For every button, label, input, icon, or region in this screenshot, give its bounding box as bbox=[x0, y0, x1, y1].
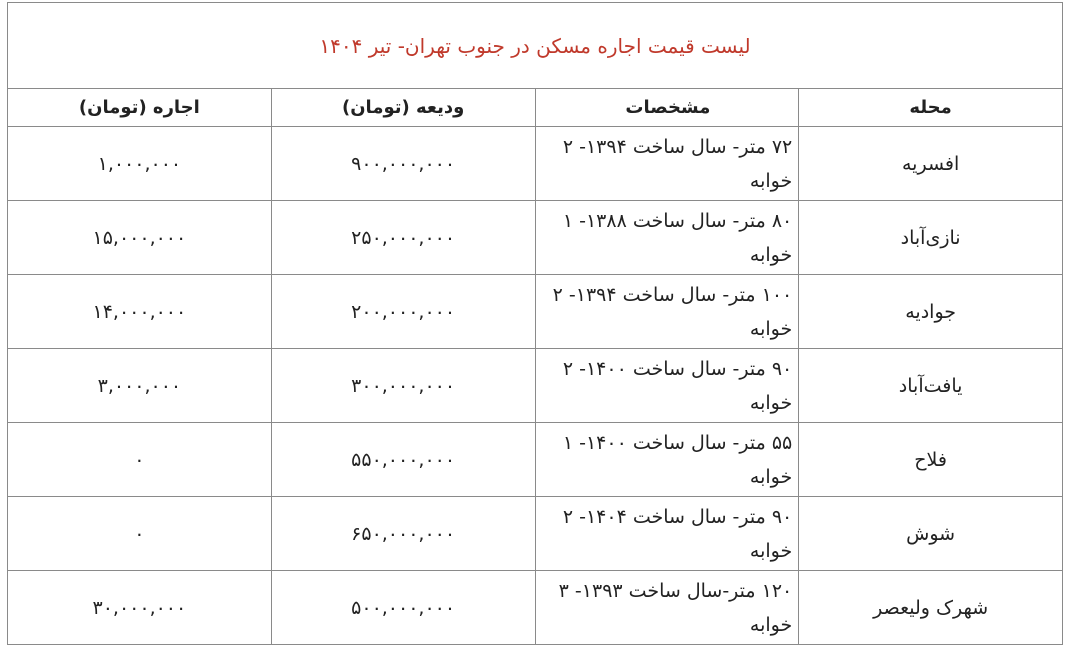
cell-rent: ۱,۰۰۰,۰۰۰ bbox=[8, 127, 272, 201]
rent-price-table bbox=[7, 2, 1063, 645]
header-area: محله bbox=[799, 89, 1063, 127]
table-row bbox=[8, 571, 1063, 645]
header-row bbox=[8, 89, 1063, 127]
header-rent: اجاره (تومان) bbox=[8, 89, 272, 127]
cell-spec: ۹۰ متر- سال ساخت ۱۴۰۰- ۲ خوابه bbox=[535, 349, 799, 423]
cell-area: شوش bbox=[799, 497, 1063, 571]
cell-rent: ۰ bbox=[8, 497, 272, 571]
cell-rent: ۱۵,۰۰۰,۰۰۰ bbox=[8, 201, 272, 275]
cell-area: یافت‌آباد bbox=[799, 349, 1063, 423]
table-row bbox=[8, 423, 1063, 497]
cell-area: نازی‌آباد bbox=[799, 201, 1063, 275]
cell-deposit: ۲۵۰,۰۰۰,۰۰۰ bbox=[271, 201, 535, 275]
cell-deposit: ۹۰۰,۰۰۰,۰۰۰ bbox=[271, 127, 535, 201]
table-row bbox=[8, 497, 1063, 571]
cell-deposit: ۵۰۰,۰۰۰,۰۰۰ bbox=[271, 571, 535, 645]
cell-deposit: ۲۰۰,۰۰۰,۰۰۰ bbox=[271, 275, 535, 349]
cell-spec: ۵۵ متر- سال ساخت ۱۴۰۰- ۱ خوابه bbox=[535, 423, 799, 497]
table-row bbox=[8, 127, 1063, 201]
cell-area: افسریه bbox=[799, 127, 1063, 201]
cell-deposit: ۶۵۰,۰۰۰,۰۰۰ bbox=[271, 497, 535, 571]
cell-rent: ۰ bbox=[8, 423, 272, 497]
table-row bbox=[8, 349, 1063, 423]
cell-area: شهرک ولیعصر bbox=[799, 571, 1063, 645]
cell-spec: ۷۲ متر- سال ساخت ۱۳۹۴- ۲ خوابه bbox=[535, 127, 799, 201]
cell-deposit: ۳۰۰,۰۰۰,۰۰۰ bbox=[271, 349, 535, 423]
cell-spec: ۱۰۰ متر- سال ساخت ۱۳۹۴- ۲ خوابه bbox=[535, 275, 799, 349]
cell-rent: ۳,۰۰۰,۰۰۰ bbox=[8, 349, 272, 423]
cell-area: فلاح bbox=[799, 423, 1063, 497]
header-deposit: ودیعه (تومان) bbox=[271, 89, 535, 127]
cell-spec: ۸۰ متر- سال ساخت ۱۳۸۸- ۱ خوابه bbox=[535, 201, 799, 275]
cell-rent: ۱۴,۰۰۰,۰۰۰ bbox=[8, 275, 272, 349]
title-row bbox=[8, 3, 1063, 89]
cell-spec: ۹۰ متر- سال ساخت ۱۴۰۴- ۲ خوابه bbox=[535, 497, 799, 571]
cell-deposit: ۵۵۰,۰۰۰,۰۰۰ bbox=[271, 423, 535, 497]
table-row bbox=[8, 275, 1063, 349]
price-table-container bbox=[7, 2, 1063, 645]
cell-spec: ۱۲۰ متر-سال ساخت ۱۳۹۳- ۳ خوابه bbox=[535, 571, 799, 645]
cell-rent: ۳۰,۰۰۰,۰۰۰ bbox=[8, 571, 272, 645]
header-spec: مشخصات bbox=[535, 89, 799, 127]
table-row bbox=[8, 201, 1063, 275]
cell-area: جوادیه bbox=[799, 275, 1063, 349]
table-title: لیست قیمت اجاره مسکن در جنوب تهران- تیر ۱۴۰۴ bbox=[8, 3, 1063, 89]
